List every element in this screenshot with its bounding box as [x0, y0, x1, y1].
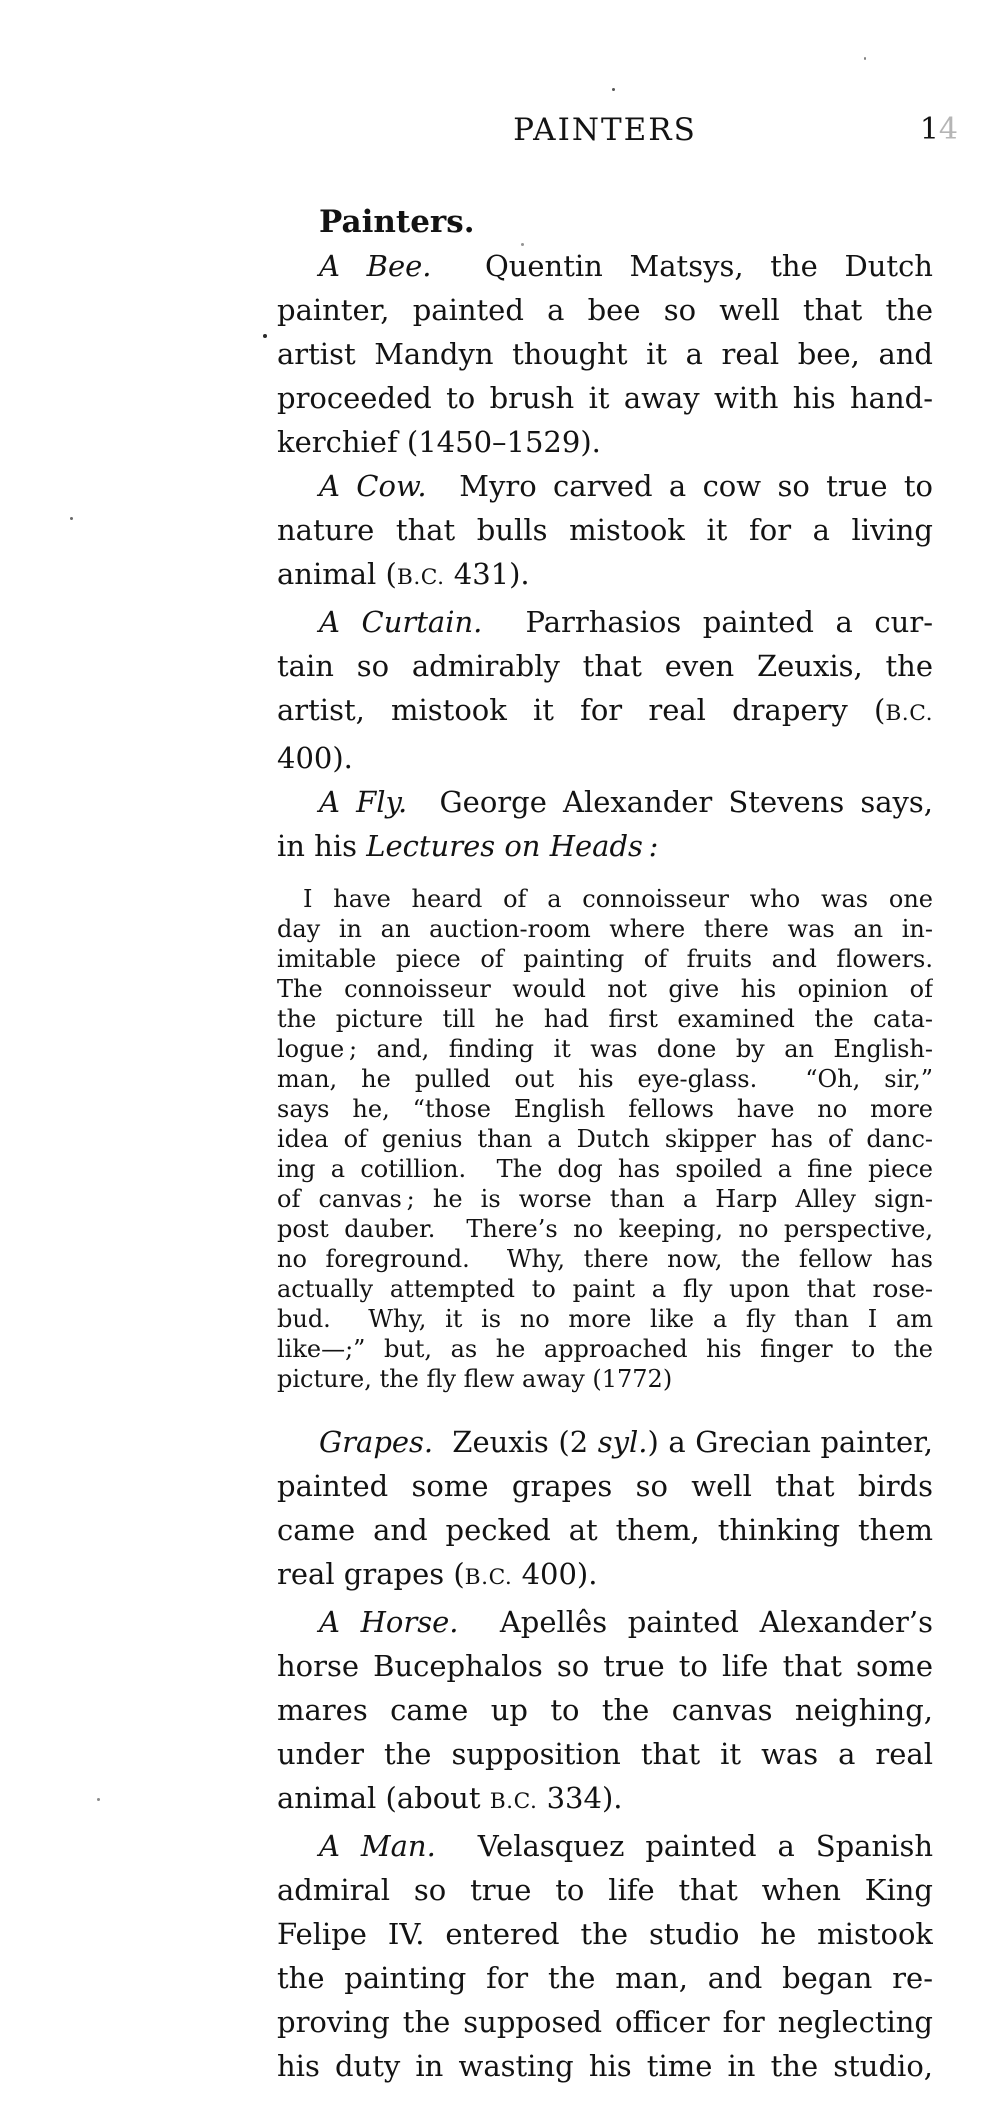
- entry-a-fly: [277, 780, 933, 868]
- text-line: [277, 1274, 933, 1304]
- small-caps-text: B.C.: [489, 1789, 538, 1814]
- entry-grapes: [277, 1420, 933, 1600]
- text-line: [277, 1124, 933, 1154]
- page-number-digit-faint: 4: [938, 112, 958, 147]
- body-text: mares came up to the canvas neighing,: [277, 1693, 933, 1727]
- body-text: painter, painted a bee so well that the: [277, 293, 933, 327]
- body-text: Zeuxis (2: [433, 1425, 598, 1459]
- body-text: picture, the fly flew away (1772): [277, 1365, 673, 1393]
- scan-speck: [864, 57, 866, 60]
- body-text: Velasquez painted a Spanish: [435, 1829, 933, 1863]
- body-text: post dauber. There’s no keeping, no perspective,: [277, 1215, 933, 1243]
- text-line: [277, 420, 933, 464]
- text-line: [277, 464, 933, 508]
- entry-a-man: [277, 1824, 933, 2088]
- page-number: [920, 112, 958, 147]
- body-text: real grapes (: [277, 1557, 465, 1591]
- text-line: [277, 600, 933, 644]
- text-line: [277, 1214, 933, 1244]
- body-text: no foreground. Why, there now, the fellow has: [277, 1245, 933, 1273]
- body-text: proving the supposed officer for neglecting: [277, 2005, 933, 2039]
- text-line: [277, 1244, 933, 1274]
- small-caps-text: B.C.: [885, 701, 933, 726]
- body-text: bud. Why, it is no more like a fly than I am: [277, 1305, 933, 1333]
- text-line: [277, 1776, 933, 1824]
- text-line: [277, 508, 933, 552]
- text-line: [277, 824, 933, 868]
- text-line: [277, 1688, 933, 1732]
- body-text: in his: [277, 829, 367, 863]
- body-text: artist Mandyn thought it a real bee, and: [277, 337, 933, 371]
- text-line: [277, 1364, 933, 1394]
- text-line: [277, 1184, 933, 1214]
- text-line: [277, 1508, 933, 1552]
- text-line: [277, 944, 933, 974]
- body-text: idea of genius than a Dutch skipper has of danc-: [277, 1125, 933, 1153]
- text-line: [277, 1824, 933, 1868]
- body-text: of canvas ; he is worse than a Harp Alley sign-: [277, 1185, 933, 1213]
- entry-a-horse: [277, 1600, 933, 1824]
- italic-text: A Horse.: [319, 1605, 459, 1639]
- entry-a-cow: [277, 464, 933, 600]
- quote-lectures-on-heads: [277, 884, 933, 1394]
- text-line: [277, 2000, 933, 2044]
- body-text: tain so admirably that even Zeuxis, the: [277, 649, 933, 683]
- body-text: admiral so true to life that when King: [277, 1873, 933, 1907]
- text-line: [277, 1004, 933, 1034]
- text-line: [277, 1912, 933, 1956]
- body-text: imitable piece of painting of fruits and flowers.: [277, 945, 933, 973]
- text-line: [277, 644, 933, 688]
- text-line: [277, 200, 933, 244]
- body-text: nature that bulls mistook it for a living: [277, 513, 933, 547]
- text-line: [277, 780, 933, 824]
- small-caps-text: B.C.: [396, 565, 445, 590]
- text-line: [277, 1732, 933, 1776]
- italic-text: A Man.: [319, 1829, 436, 1863]
- text-line: [277, 244, 933, 288]
- body-text: came and pecked at them, thinking them: [277, 1513, 933, 1547]
- body-text: artist, mistook it for real drapery (: [277, 693, 886, 727]
- body-text: 400).: [512, 1557, 598, 1591]
- text-line: [277, 736, 933, 780]
- body-text: 431).: [444, 557, 530, 591]
- text-line: [277, 1420, 933, 1464]
- body-text: the picture till he had first examined the cata-: [277, 1005, 933, 1033]
- text-line: [277, 1956, 933, 2000]
- scan-speck: [521, 243, 524, 246]
- italic-text: A Fly.: [319, 785, 408, 819]
- body-text: proceeded to brush it away with his hand-: [277, 381, 933, 415]
- text-line: [277, 332, 933, 376]
- body-text: Parrhasios painted a cur-: [482, 605, 933, 639]
- small-caps-text: B.C.: [464, 1565, 513, 1590]
- text-line: [277, 376, 933, 420]
- body-text: The connoisseur would not give his opinion of: [277, 975, 933, 1003]
- text-line: [277, 288, 933, 332]
- text-line: [277, 1868, 933, 1912]
- italic-text: A Cow.: [319, 469, 427, 503]
- body-text: ing a cotillion. The dog has spoiled a fine piece: [277, 1155, 933, 1183]
- text-line: [277, 1600, 933, 1644]
- page-number-digit: 1: [919, 112, 939, 147]
- italic-text: A Curtain.: [319, 605, 483, 639]
- body-text: actually attempted to paint a fly upon that rose-: [277, 1275, 933, 1303]
- text-line: [277, 1034, 933, 1064]
- scan-speck: [612, 88, 615, 91]
- body-text: George Alexander Stevens says,: [407, 785, 933, 819]
- body-text: 400).: [277, 741, 353, 775]
- body-text: day in an auction-room where there was an in-: [277, 915, 933, 943]
- body-text: man, he pulled out his eye-glass. “Oh, sir,”: [277, 1065, 933, 1093]
- entry-a-bee: [277, 244, 933, 464]
- running-head: PAINTERS: [513, 112, 697, 148]
- text-line: [277, 1064, 933, 1094]
- text-line: [277, 688, 933, 736]
- body-text: painted some grapes so well that birds: [277, 1469, 933, 1503]
- text-line: [277, 2044, 933, 2088]
- text-column: [277, 200, 933, 2088]
- text-line: [277, 552, 933, 600]
- text-line: [277, 1094, 933, 1124]
- italic-text: Lectures on Heads :: [366, 829, 659, 863]
- body-text: horse Bucephalos so true to life that some: [277, 1649, 933, 1683]
- text-line: [277, 1464, 933, 1508]
- text-line: [277, 1304, 933, 1334]
- body-text: animal (: [277, 557, 397, 591]
- text-line: [277, 1154, 933, 1184]
- text-line: [277, 1334, 933, 1364]
- bold-text: Painters.: [319, 204, 475, 240]
- text-line: [277, 1552, 933, 1600]
- text-line: [277, 914, 933, 944]
- scan-speck: [97, 1798, 100, 1801]
- body-text: logue ; and, finding it was done by an English-: [277, 1035, 933, 1063]
- italic-text: Grapes.: [319, 1425, 434, 1459]
- body-text: like—;” but, as he approached his finger to the: [277, 1335, 933, 1363]
- scan-speck: [70, 517, 73, 520]
- body-text: animal (about: [277, 1781, 490, 1815]
- body-text: Apellês painted Alexander’s: [458, 1605, 933, 1639]
- body-text: Quentin Matsys, the Dutch: [431, 249, 933, 283]
- text-line: [277, 974, 933, 1004]
- body-text: I have heard of a connoisseur who was one: [303, 885, 933, 913]
- body-text: Myro carved a cow so true to: [426, 469, 933, 503]
- body-text: says he, “those English fellows have no more: [277, 1095, 933, 1123]
- body-text: 334).: [537, 1781, 623, 1815]
- scan-speck: [263, 334, 267, 338]
- entry-a-curtain: [277, 600, 933, 780]
- body-text: his duty in wasting his time in the studio,: [277, 2049, 933, 2083]
- section-heading-painters: [277, 200, 933, 244]
- body-text: the painting for the man, and began re-: [277, 1961, 933, 1995]
- italic-text: syl.: [597, 1425, 648, 1459]
- body-text: ) a Grecian painter,: [647, 1425, 933, 1459]
- body-text: under the supposition that it was a real: [277, 1737, 933, 1771]
- text-line: [277, 884, 933, 914]
- text-line: [277, 1644, 933, 1688]
- body-text: Felipe IV. entered the studio he mistook: [277, 1917, 933, 1951]
- body-text: kerchief (1450–1529).: [277, 425, 601, 459]
- italic-text: A Bee.: [319, 249, 432, 283]
